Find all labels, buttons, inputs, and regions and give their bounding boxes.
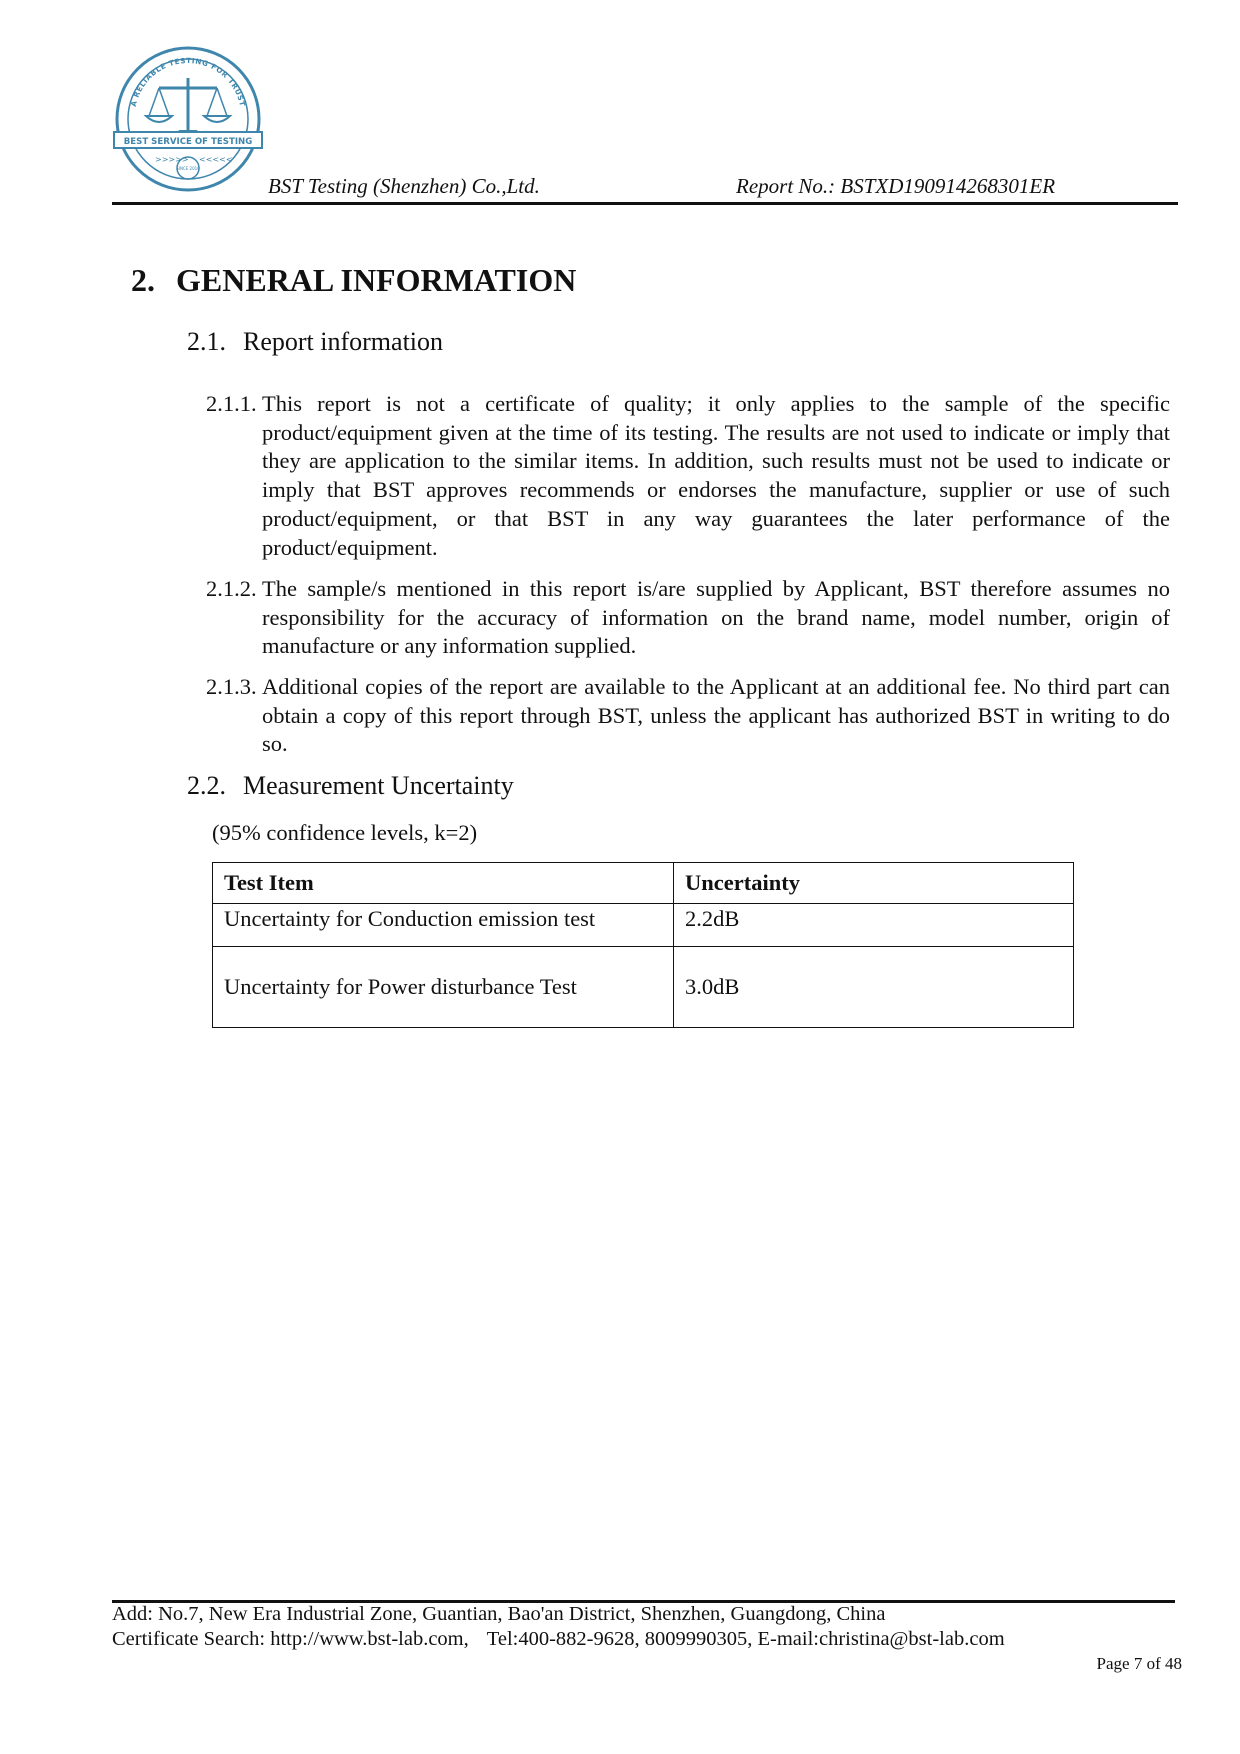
clause-number: 2.1.1. — [206, 391, 257, 416]
section-title: GENERAL INFORMATION — [176, 262, 577, 298]
footer-certificate-search: Certificate Search: http://www.bst-lab.com, — [112, 1628, 469, 1650]
subsection-heading-measurement-uncertainty — [187, 771, 514, 801]
subsection-heading-report-information — [187, 327, 443, 357]
table-row — [213, 947, 1074, 1028]
page-number: Page 7 of 48 — [1096, 1654, 1182, 1673]
section-number: 2. — [131, 262, 155, 298]
subsection-title: Report information — [243, 327, 444, 356]
header-report-number: Report No.: BSTXD190914268301ER — [736, 174, 1056, 198]
footer-contact — [112, 1628, 1005, 1651]
header-divider — [112, 202, 1178, 205]
clause-text: This report is not a certificate of quality; it only applies to the sample of the specific product/equipment given at the time of its testing. The results are not used to indicate or imply that they are application to the similar items. In addition, such results must not be used to indicate or imply that BST approves recommends or endorses the manufacture, supplier or use of such product/equipment, or that BST in any way guarantees the later performance of the product/equipment. — [262, 391, 1170, 560]
footer-address: Add: No.7, New Era Industrial Zone, Guantian, Bao'an District, Shenzhen, Guangdong, China — [112, 1603, 886, 1625]
table-cell-test-item: Uncertainty for Power disturbance Test — [213, 947, 674, 1028]
clause-number: 2.1.2. — [206, 576, 257, 601]
table-cell-uncertainty: 3.0dB — [674, 947, 1074, 1028]
bst-logo — [113, 44, 263, 194]
confidence-note: (95% confidence levels, k=2) — [212, 820, 478, 845]
subsection-number: 2.2. — [187, 771, 226, 800]
table-cell-test-item: Uncertainty for Conduction emission test — [213, 904, 674, 947]
subsection-number: 2.1. — [187, 327, 226, 356]
section-heading — [131, 262, 576, 299]
clause-2-1-1 — [206, 390, 1170, 562]
table-cell-uncertainty: 2.2dB — [674, 904, 1074, 947]
clause-text: The sample/s mentioned in this report is/are supplied by Applicant, BST therefore assumes no responsibility for the accuracy of information on the brand name, model number, origin of manufacture or any information supplied. — [262, 576, 1170, 659]
column-header-uncertainty: Uncertainty — [674, 863, 1074, 904]
column-header-test-item: Test Item — [213, 863, 674, 904]
svg-text:<<<<<: <<<<< — [199, 155, 233, 164]
footer-tel-email: Tel:400-882-9628, 8009990305, E-mail:christina@bst-lab.com — [486, 1628, 1005, 1650]
table-header-row — [213, 863, 1074, 904]
clause-number: 2.1.3. — [206, 674, 257, 699]
bst-logo-icon — [113, 44, 263, 194]
logo-ring-text: A RELIABLE TESTING FOR TRUST — [128, 55, 248, 108]
uncertainty-table — [212, 862, 1074, 1028]
logo-banner-text: BEST SERVICE OF TESTING — [123, 137, 253, 147]
clause-2-1-2 — [206, 575, 1170, 661]
table-row — [213, 904, 1074, 947]
header-company-name: BST Testing (Shenzhen) Co.,Ltd. — [268, 174, 540, 198]
svg-text:>>>>>: >>>>> — [155, 155, 189, 164]
subsection-title: Measurement Uncertainty — [243, 771, 514, 800]
clause-2-1-3 — [206, 673, 1170, 759]
logo-seal-text: SINCE 2016 — [176, 166, 200, 171]
clause-text: Additional copies of the report are available to the Applicant at an additional fee. No third part can obtain a copy of this report through BST, unless the applicant has authorized BST in writing to do so. — [262, 674, 1170, 757]
